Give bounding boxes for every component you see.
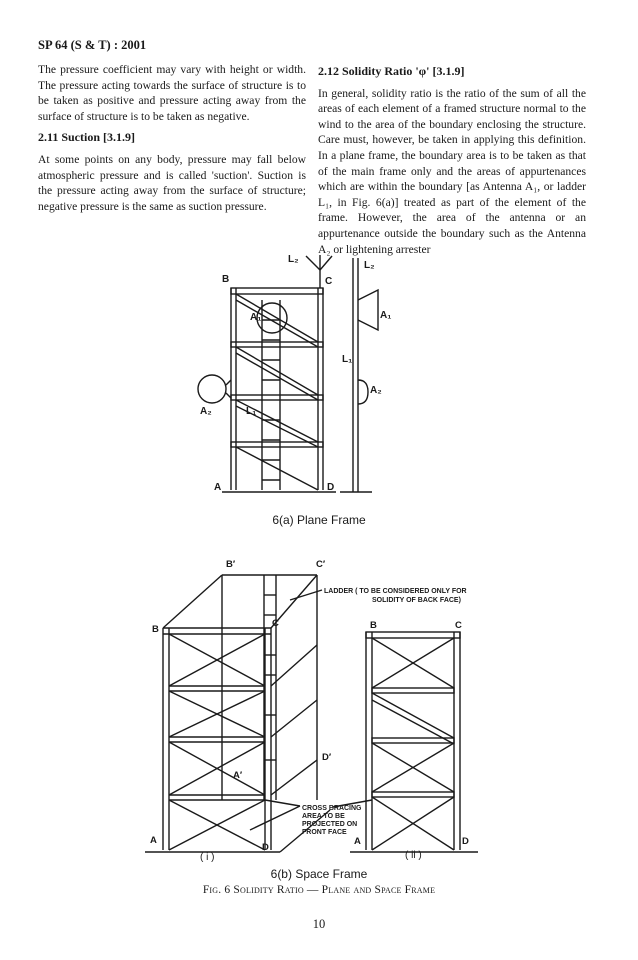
label-a-side-L1: L₁ [342,354,353,365]
label-b-A-prime: A′ [233,770,243,781]
caption-space-frame: 6(b) Space Frame [270,867,368,881]
caption-plane-frame: 6(a) Plane Frame [272,513,366,527]
label-b-A: A [150,835,157,846]
ladder-note-line1: LADDER ( TO BE CONSIDERED ONLY FOR [324,588,467,595]
page-number: 10 [312,917,326,931]
label-a-A2: A₂ [200,406,212,417]
label-a-A1: A₁ [250,312,262,323]
document-header: SP 64 (S & T) : 2001 [38,38,147,52]
section-heading-suction: 2.11 Suction [3.1.9] [38,130,136,145]
back-face-drawing [333,632,478,852]
label-b-ii-D: D [462,836,469,847]
solidity-ratio-paragraph: In general, solidity ratio is the ratio of the sum of all the areas of each element of a framed structure normal to the wind to the area of the boundary enclosing the structure. Care must, however, be taken in applying this definition. In a plane frame, the boundary area is to be taken as that of the main frame only and the areas of appurtenances which are within the boundary [as Antenna A₁, or ladder L₁, in Fig. 6(a)] treated as part of the element of the frame. However, the area of the antenna or an appurtenance outside the boundary such as the Antenna A₂ or lightening arrester [318,86,586,256]
label-sub-i: ( i ) [200,852,215,863]
label-b-C-prime: C′ [316,559,326,570]
label-a-side-L2: L₂ [364,260,375,271]
pressure-coefficient-paragraph: The pressure coefficient may vary with height or width. The pressure acting towards the surface of structure is to be taken as positive and pressure acting away from the surface of structure is to be taken as negative. [38,63,306,123]
label-a-B: B [222,274,230,285]
bracing-note-line4: FRONT FACE [302,829,347,836]
label-b-D: D [262,842,269,853]
label-a-side-A2: A₂ [370,385,382,396]
plane-frame-drawing [198,255,378,492]
label-a-A: A [214,482,222,493]
label-b-B: B [152,624,159,635]
label-a-L2: L₂ [288,254,299,265]
label-b-C: C [272,618,279,629]
label-b-ii-A: A [354,836,361,847]
label-b-D-prime: D′ [322,752,332,763]
section-heading-solidity-ratio: 2.12 Solidity Ratio 'φ' [3.1.9] [318,64,465,78]
label-b-B-prime: B′ [226,559,236,570]
bracing-note-line2: AREA TO BE [302,813,345,820]
label-a-L1: L₁ [246,406,257,417]
label-a-D: D [327,482,335,493]
figure-caption: Fig. 6 Solidity Ratio — Plane and Space Frame [202,884,436,896]
bracing-note-line1: CROSS BRACING [302,805,362,812]
label-b-ii-C: C [455,620,462,631]
label-a-C: C [325,276,333,287]
label-sub-ii: ( ii ) [405,850,422,861]
bracing-note-line3: PROJECTED ON [302,821,358,828]
label-a-side-A1: A₁ [380,310,392,321]
label-b-ii-B: B [370,620,377,631]
suction-paragraph: At some points on any body, pressure may fall below atmospheric pressure and is called 'suction'. Suction is the pressure acting away from the surface of structure; negative pressure is the same as suction pressure. [38,152,306,213]
ladder-note-line2: SOLIDITY OF BACK FACE) [372,597,461,604]
